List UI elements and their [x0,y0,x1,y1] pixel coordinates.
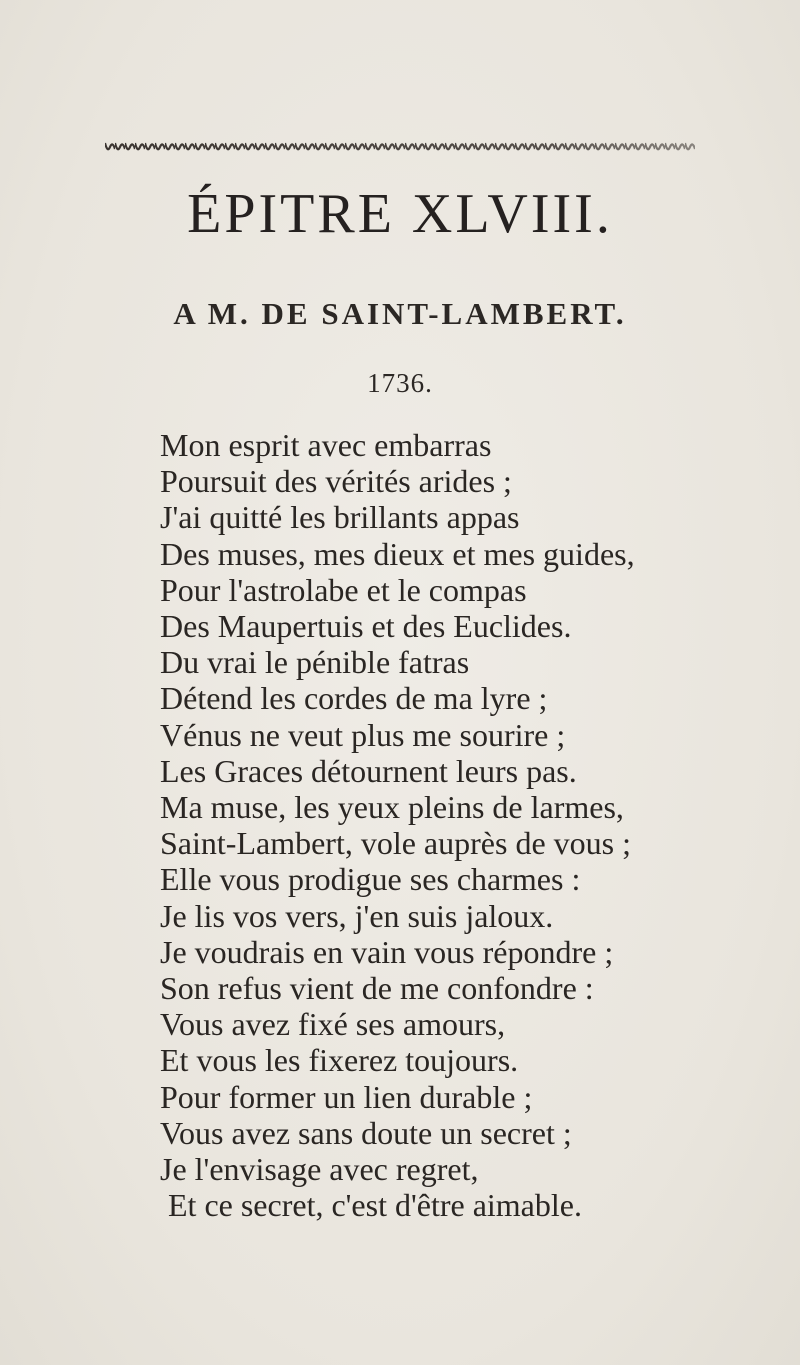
verse-line: Pour l'astrolabe et le compas [160,571,527,608]
verse-line: Poursuit des vérités arides ; [160,463,512,500]
verse-line: Les Graces détournent leurs pas. [160,752,577,789]
verse-line: Du vrai le pénible fatras [160,644,470,681]
verse-line: J'ai quitté les brillants appas [160,499,520,536]
verse-line: Saint-Lambert, vole auprès de vous ; [160,825,631,862]
verse-line: Des Maupertuis et des Euclides. [160,608,572,645]
verse-line: Je l'envisage avec regret, [160,1151,479,1188]
verse-line: Pour former un lien durable ; [160,1078,533,1115]
page-title: ÉPITRE XLVIII. [187,183,613,245]
verse-line: Vous avez sans doute un secret ; [160,1114,572,1151]
verse-line: Je lis vos vers, j'en suis jaloux. [160,897,554,934]
epistle-year: 1736. [367,368,433,398]
ornament-wave-icon [105,139,695,155]
verse-line: Vous avez fixé ses amours, [160,1006,506,1043]
verse-line: Vénus ne veut plus me sourire ; [160,716,566,753]
verse-line: Ma muse, les yeux pleins de larmes, [160,789,624,826]
verse-line: Son refus vient de me confondre : [160,970,594,1007]
decorative-ornament-band [105,139,695,155]
poem-verses [160,427,635,1223]
verse-line: Et ce secret, c'est d'être aimable. [168,1187,582,1224]
verse-line: Mon esprit avec embarras [160,427,492,463]
verse-line: Elle vous prodigue ses charmes : [160,861,581,898]
verse-line: Et vous les fixerez toujours. [160,1042,519,1079]
epistle-addressee: A M. DE SAINT-LAMBERT. [173,296,627,331]
verse-line: Détend les cordes de ma lyre ; [160,680,548,717]
verse-line: Je voudrais en vain vous répondre ; [160,933,614,970]
verse-line: Des muses, mes dieux et mes guides, [160,535,635,572]
